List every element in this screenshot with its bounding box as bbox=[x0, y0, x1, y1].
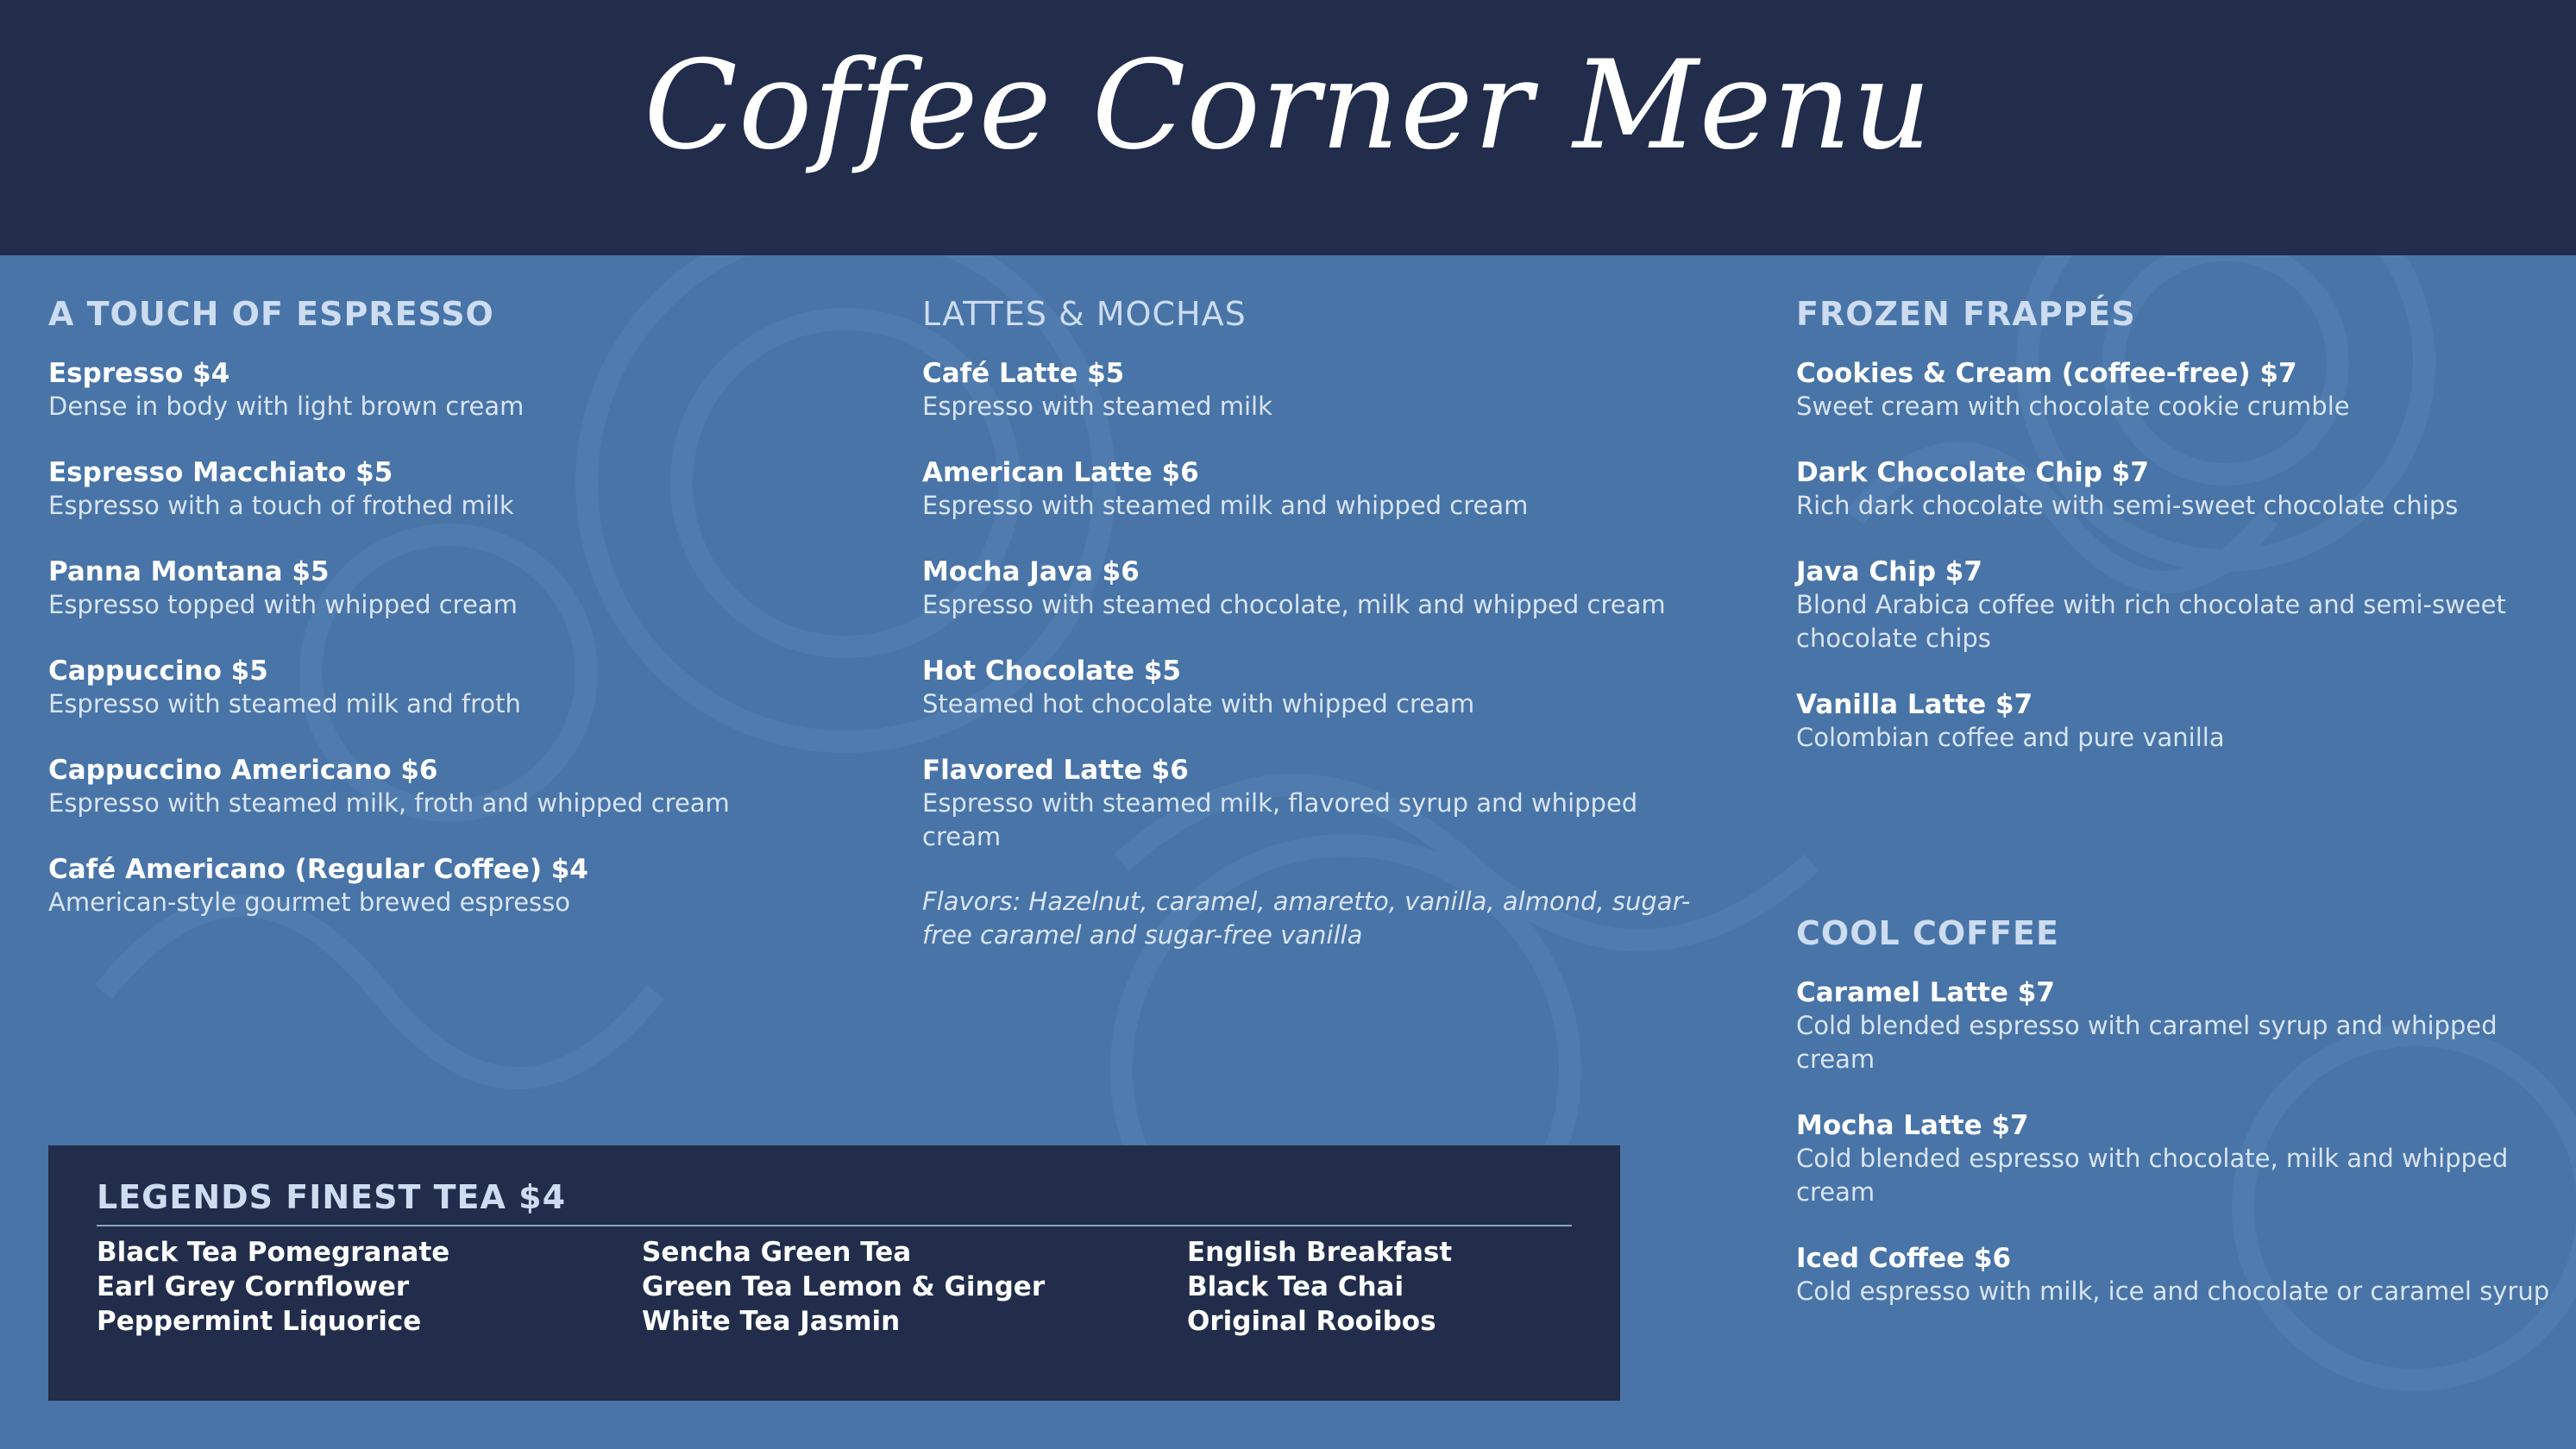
menu-item bbox=[1796, 456, 2555, 523]
menu-item bbox=[1796, 1242, 2555, 1308]
section-espresso bbox=[48, 295, 859, 952]
menu-item bbox=[48, 754, 859, 820]
menu-item bbox=[48, 555, 859, 622]
item-description: Espresso with steamed milk, froth and whipped cream bbox=[48, 788, 730, 818]
section-heading: LATTES & MOCHAS bbox=[922, 295, 1247, 333]
tea-column bbox=[97, 1235, 449, 1339]
menu-item bbox=[48, 357, 859, 423]
tea-item: Earl Grey Cornflower bbox=[97, 1271, 410, 1302]
item-name: Espresso Macchiato $5 bbox=[48, 457, 393, 488]
item-name: Iced Coffee $6 bbox=[1796, 1243, 2012, 1274]
tea-item: Black Tea Pomegranate bbox=[97, 1237, 450, 1268]
menu-item bbox=[1796, 688, 2555, 755]
divider bbox=[97, 1225, 1572, 1226]
menu-item bbox=[1796, 357, 2555, 423]
item-name: Cappuccino Americano $6 bbox=[48, 755, 438, 786]
section-cool-coffee bbox=[1796, 914, 2555, 1341]
menu-title: Coffee Corner Menu bbox=[644, 34, 1932, 177]
item-description: American-style gourmet brewed espresso bbox=[48, 888, 571, 917]
item-name: Flavored Latte $6 bbox=[922, 755, 1189, 786]
item-description: Cold blended espresso with caramel syrup and whipped cream bbox=[1796, 1011, 2497, 1074]
item-name: Hot Chocolate $5 bbox=[922, 656, 1181, 687]
item-name: Mocha Latte $7 bbox=[1796, 1110, 2029, 1141]
item-name: Java Chip $7 bbox=[1796, 556, 1982, 587]
item-description: Espresso with steamed milk bbox=[922, 392, 1272, 421]
menu-item bbox=[922, 555, 1699, 622]
item-name: Cookies & Cream (coffee-free) $7 bbox=[1796, 358, 2297, 389]
section-frappes bbox=[1796, 295, 2555, 787]
item-name: Café Latte $5 bbox=[922, 358, 1125, 389]
menu-item bbox=[922, 456, 1699, 523]
section-heading: LEGENDS FINEST TEA $4 bbox=[97, 1178, 567, 1216]
tea-column bbox=[1187, 1235, 1452, 1339]
item-name: Dark Chocolate Chip $7 bbox=[1796, 457, 2149, 488]
item-description: Sweet cream with chocolate cookie crumble bbox=[1796, 392, 2350, 421]
menu-item bbox=[922, 655, 1699, 721]
menu-item bbox=[922, 357, 1699, 423]
tea-item: Peppermint Liquorice bbox=[97, 1306, 422, 1337]
item-description: Colombian coffee and pure vanilla bbox=[1796, 723, 2225, 752]
tea-column bbox=[642, 1235, 1045, 1339]
item-name: Espresso $4 bbox=[48, 358, 230, 389]
menu-item bbox=[48, 853, 859, 919]
item-name: Mocha Java $6 bbox=[922, 556, 1140, 587]
header-banner bbox=[0, 0, 2576, 255]
tea-item: Black Tea Chai bbox=[1187, 1271, 1404, 1302]
item-name: Panna Montana $5 bbox=[48, 556, 330, 587]
item-description: Espresso with steamed milk and whipped cream bbox=[922, 491, 1529, 520]
item-description: Espresso with steamed chocolate, milk and whipped cream bbox=[922, 590, 1666, 619]
item-description: Cold blended espresso with chocolate, milk and whipped cream bbox=[1796, 1144, 2509, 1207]
menu-item bbox=[48, 655, 859, 721]
item-description: Blond Arabica coffee with rich chocolate and semi-sweet chocolate chips bbox=[1796, 590, 2506, 653]
item-description: Rich dark chocolate with semi-sweet chocolate chips bbox=[1796, 491, 2459, 520]
item-name: American Latte $6 bbox=[922, 457, 1199, 488]
menu-item bbox=[922, 754, 1699, 854]
menu-item bbox=[1796, 555, 2555, 656]
item-description: Dense in body with light brown cream bbox=[48, 392, 525, 421]
item-description: Espresso with steamed milk and froth bbox=[48, 689, 521, 718]
item-name: Vanilla Latte $7 bbox=[1796, 689, 2033, 720]
section-lattes bbox=[922, 295, 1699, 952]
tea-item: Sencha Green Tea bbox=[642, 1237, 912, 1268]
menu-item bbox=[1796, 976, 2555, 1076]
flavors-note: Flavors: Hazelnut, caramel, amaretto, vanilla, almond, sugar-free caramel and sugar-free vanilla bbox=[922, 887, 1691, 950]
item-name: Cappuccino $5 bbox=[48, 656, 268, 687]
tea-item: English Breakfast bbox=[1187, 1237, 1453, 1268]
item-name: Café Americano (Regular Coffee) $4 bbox=[48, 854, 588, 885]
section-heading: COOL COFFEE bbox=[1796, 914, 2059, 952]
tea-item: Green Tea Lemon & Ginger bbox=[642, 1271, 1046, 1302]
item-name: Caramel Latte $7 bbox=[1796, 977, 2055, 1008]
item-description: Steamed hot chocolate with whipped cream bbox=[922, 689, 1475, 718]
menu-item bbox=[48, 456, 859, 523]
menu-item bbox=[1796, 1109, 2555, 1209]
item-description: Espresso with a touch of frothed milk bbox=[48, 491, 514, 520]
section-heading: FROZEN FRAPPÉS bbox=[1796, 295, 2136, 333]
item-description: Espresso topped with whipped cream bbox=[48, 590, 518, 619]
section-heading: A TOUCH OF ESPRESSO bbox=[48, 295, 494, 333]
item-description: Cold espresso with milk, ice and chocolate or caramel syrup bbox=[1796, 1276, 2550, 1306]
tea-item: White Tea Jasmin bbox=[642, 1306, 901, 1337]
tea-item: Original Rooibos bbox=[1187, 1306, 1436, 1337]
tea-section bbox=[48, 1145, 1620, 1401]
item-description: Espresso with steamed milk, flavored syrup and whipped cream bbox=[922, 788, 1638, 851]
